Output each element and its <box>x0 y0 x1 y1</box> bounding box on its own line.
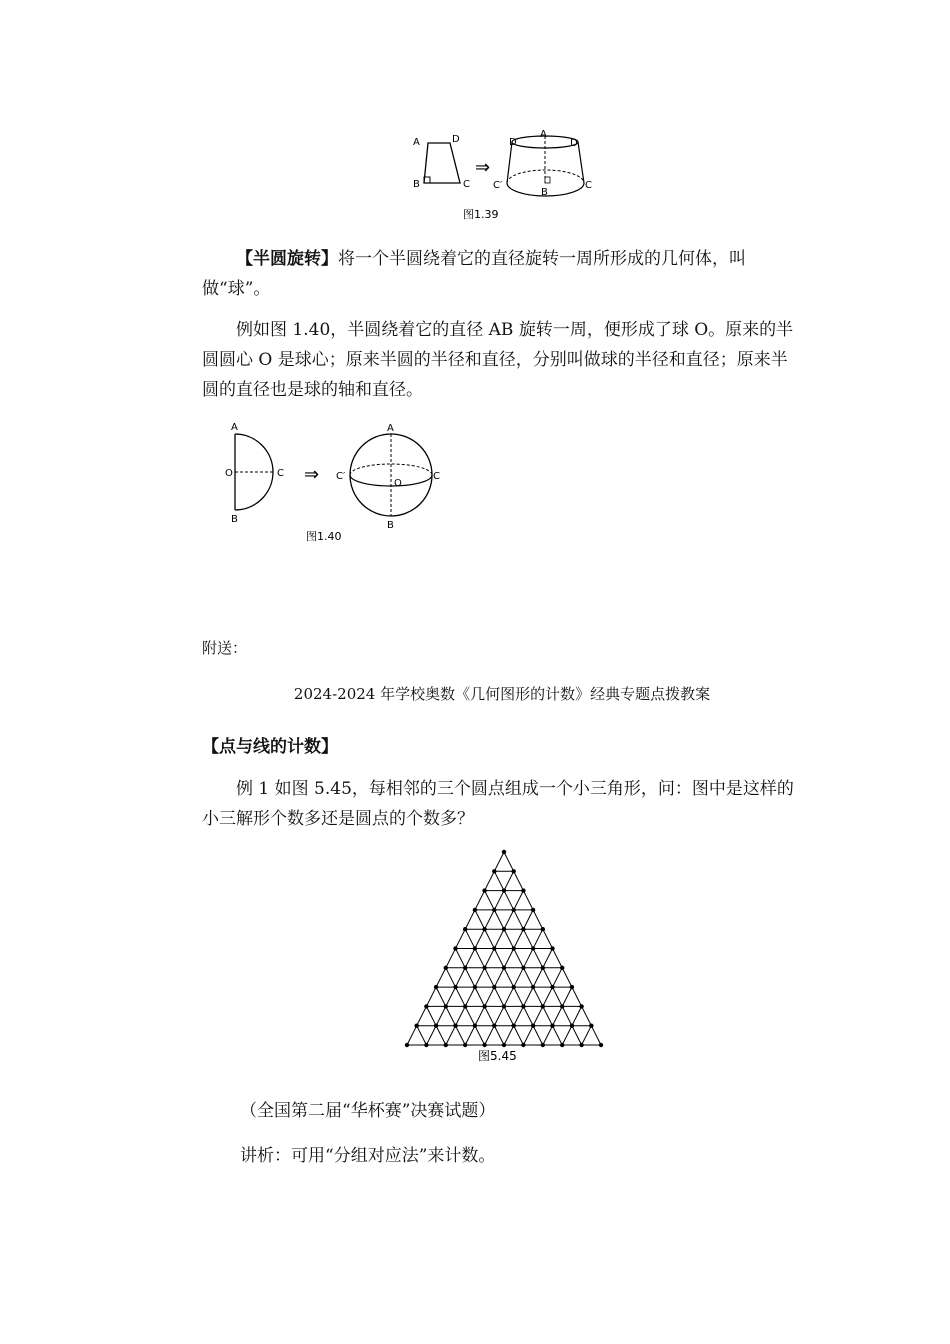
lattice-dot <box>570 1024 574 1028</box>
definition-text: 将一个半圆绕着它的直径旋转一周所形成的几何体，叫做“球”。 <box>202 249 746 299</box>
appendix-title: 2024-2024 年学校奥数《几何图形的计数》经典专题点拨教案 <box>293 685 711 703</box>
label-C: C <box>277 468 284 479</box>
label-A-top: A <box>387 423 394 434</box>
label-A-top: A <box>540 129 547 140</box>
lattice-dot <box>502 966 506 970</box>
figure-caption: 图5.45 <box>478 1049 517 1063</box>
example-1-text: 例 1 如图 5.45，每相邻的三个圆点组成一个小三角形，问：图中是这样的小三解形个数多还是圆点的个数多？ <box>202 779 794 829</box>
label-D-prime: D′ <box>509 137 519 148</box>
lattice-dot <box>473 1024 477 1028</box>
lattice-dot <box>434 1024 438 1028</box>
lattice-line <box>582 1026 592 1045</box>
arrow-icon: ⇒ <box>475 157 491 178</box>
definition-paragraph <box>202 244 802 304</box>
lattice-dot <box>512 1024 516 1028</box>
lattice-dot <box>492 946 496 950</box>
lattice-dot <box>521 888 525 892</box>
lattice-dot <box>541 966 545 970</box>
label-C: C <box>463 179 470 190</box>
lattice-dot <box>550 1024 554 1028</box>
figure-5-45 <box>400 845 610 1065</box>
lattice-dot <box>521 1004 525 1008</box>
term-heading: 【半圆旋转】 <box>236 249 338 269</box>
lattice-dot <box>482 966 486 970</box>
figure-1-39 <box>405 125 605 225</box>
lattice-dot <box>589 1024 593 1028</box>
lattice-dot <box>482 888 486 892</box>
lattice-dot <box>453 985 457 989</box>
lattice-dot <box>512 869 516 873</box>
label-B-bottom: B <box>387 520 394 531</box>
example-1-paragraph <box>202 774 802 834</box>
lattice-line <box>494 871 581 1045</box>
lattice-dot <box>560 966 564 970</box>
lattice-dot <box>492 1024 496 1028</box>
lattice-dot <box>521 966 525 970</box>
lattice-dot <box>444 966 448 970</box>
lattice-line <box>456 949 505 1046</box>
arrow-icon: ⇒ <box>304 464 320 485</box>
label-D-right: D <box>570 138 578 149</box>
lattice-dot <box>579 1043 583 1047</box>
lattice-dot <box>512 946 516 950</box>
lattice-dot <box>492 869 496 873</box>
label-C-right: C <box>433 471 440 482</box>
lattice-dot <box>512 985 516 989</box>
lattice-dot <box>453 946 457 950</box>
lattice-dot <box>502 888 506 892</box>
lattice-dot <box>482 927 486 931</box>
lattice-dot <box>492 985 496 989</box>
lattice-dot <box>473 908 477 912</box>
lattice-dot <box>473 985 477 989</box>
lattice-dot <box>521 1043 525 1047</box>
lattice-dot <box>531 985 535 989</box>
example-text: 例如图 1.40，半圆绕着它的直径 AB 旋转一周，便形成了球 O。原来的半圆圆心 O 是球心；原来半圆的半径和直径，分别叫做球的半径和直径；原来半圆的直径也是球的轴和直径。 <box>202 320 794 400</box>
lattice-lines <box>407 852 601 1045</box>
lattice-dot <box>482 1004 486 1008</box>
label-O: O <box>225 468 233 479</box>
lattice-dot <box>502 850 506 854</box>
lattice-dot <box>541 1004 545 1008</box>
appendix-label: 附送： <box>202 639 248 657</box>
lattice-dot <box>444 1004 448 1008</box>
lattice-line <box>426 871 513 1045</box>
lattice-line <box>417 1026 427 1045</box>
lattice-dot <box>424 1004 428 1008</box>
label-B: B <box>413 179 420 190</box>
label-A: A <box>231 422 238 433</box>
lattice-dot <box>521 927 525 931</box>
lattice-dot <box>444 1043 448 1047</box>
lattice-dot <box>579 1004 583 1008</box>
lattice-dot <box>502 927 506 931</box>
label-C-prime: C′ <box>493 180 503 191</box>
lattice-dot <box>502 1043 506 1047</box>
lattice-dot <box>415 1024 419 1028</box>
lattice-dot <box>531 946 535 950</box>
lattice-dot <box>482 1043 486 1047</box>
lattice-dot <box>560 1043 564 1047</box>
label-C-right: C <box>585 180 592 191</box>
example-paragraph <box>202 315 802 405</box>
lattice-dot <box>492 908 496 912</box>
lattice-dot <box>502 1004 506 1008</box>
lattice-dot <box>570 985 574 989</box>
label-B: B <box>231 514 238 525</box>
lattice-dot <box>512 908 516 912</box>
lattice-dot <box>463 1004 467 1008</box>
lattice-dot <box>550 946 554 950</box>
label-D: D <box>452 134 460 145</box>
lattice-dot <box>531 1024 535 1028</box>
lattice-dot <box>473 946 477 950</box>
lattice-dot <box>453 1024 457 1028</box>
lattice-dot <box>463 1043 467 1047</box>
label-C-prime: C′ <box>336 471 346 482</box>
lattice-dot <box>541 927 545 931</box>
section-heading: 【点与线的计数】 <box>202 737 338 757</box>
lattice-dot <box>463 966 467 970</box>
label-A: A <box>413 137 420 148</box>
label-O-center: O <box>394 478 402 489</box>
figure-caption: 图1.39 <box>463 208 499 221</box>
lattice-dot <box>550 985 554 989</box>
figure-caption: 图1.40 <box>306 530 342 543</box>
figure-1-40 <box>222 418 462 548</box>
label-B-bottom: B <box>541 187 548 198</box>
lattice-dot <box>599 1043 603 1047</box>
lattice-dot <box>434 985 438 989</box>
lattice-dot <box>424 1043 428 1047</box>
analysis-text: 讲析：可用“分组对应法”来计数。 <box>240 1146 496 1166</box>
lattice-dot <box>541 1043 545 1047</box>
lattice-dot <box>531 908 535 912</box>
lattice-dot <box>405 1043 409 1047</box>
lattice-dot <box>560 1004 564 1008</box>
source-note: （全国第二届“华杯赛”决赛试题） <box>240 1101 496 1121</box>
lattice-dot <box>463 927 467 931</box>
lattice-line <box>504 949 553 1046</box>
